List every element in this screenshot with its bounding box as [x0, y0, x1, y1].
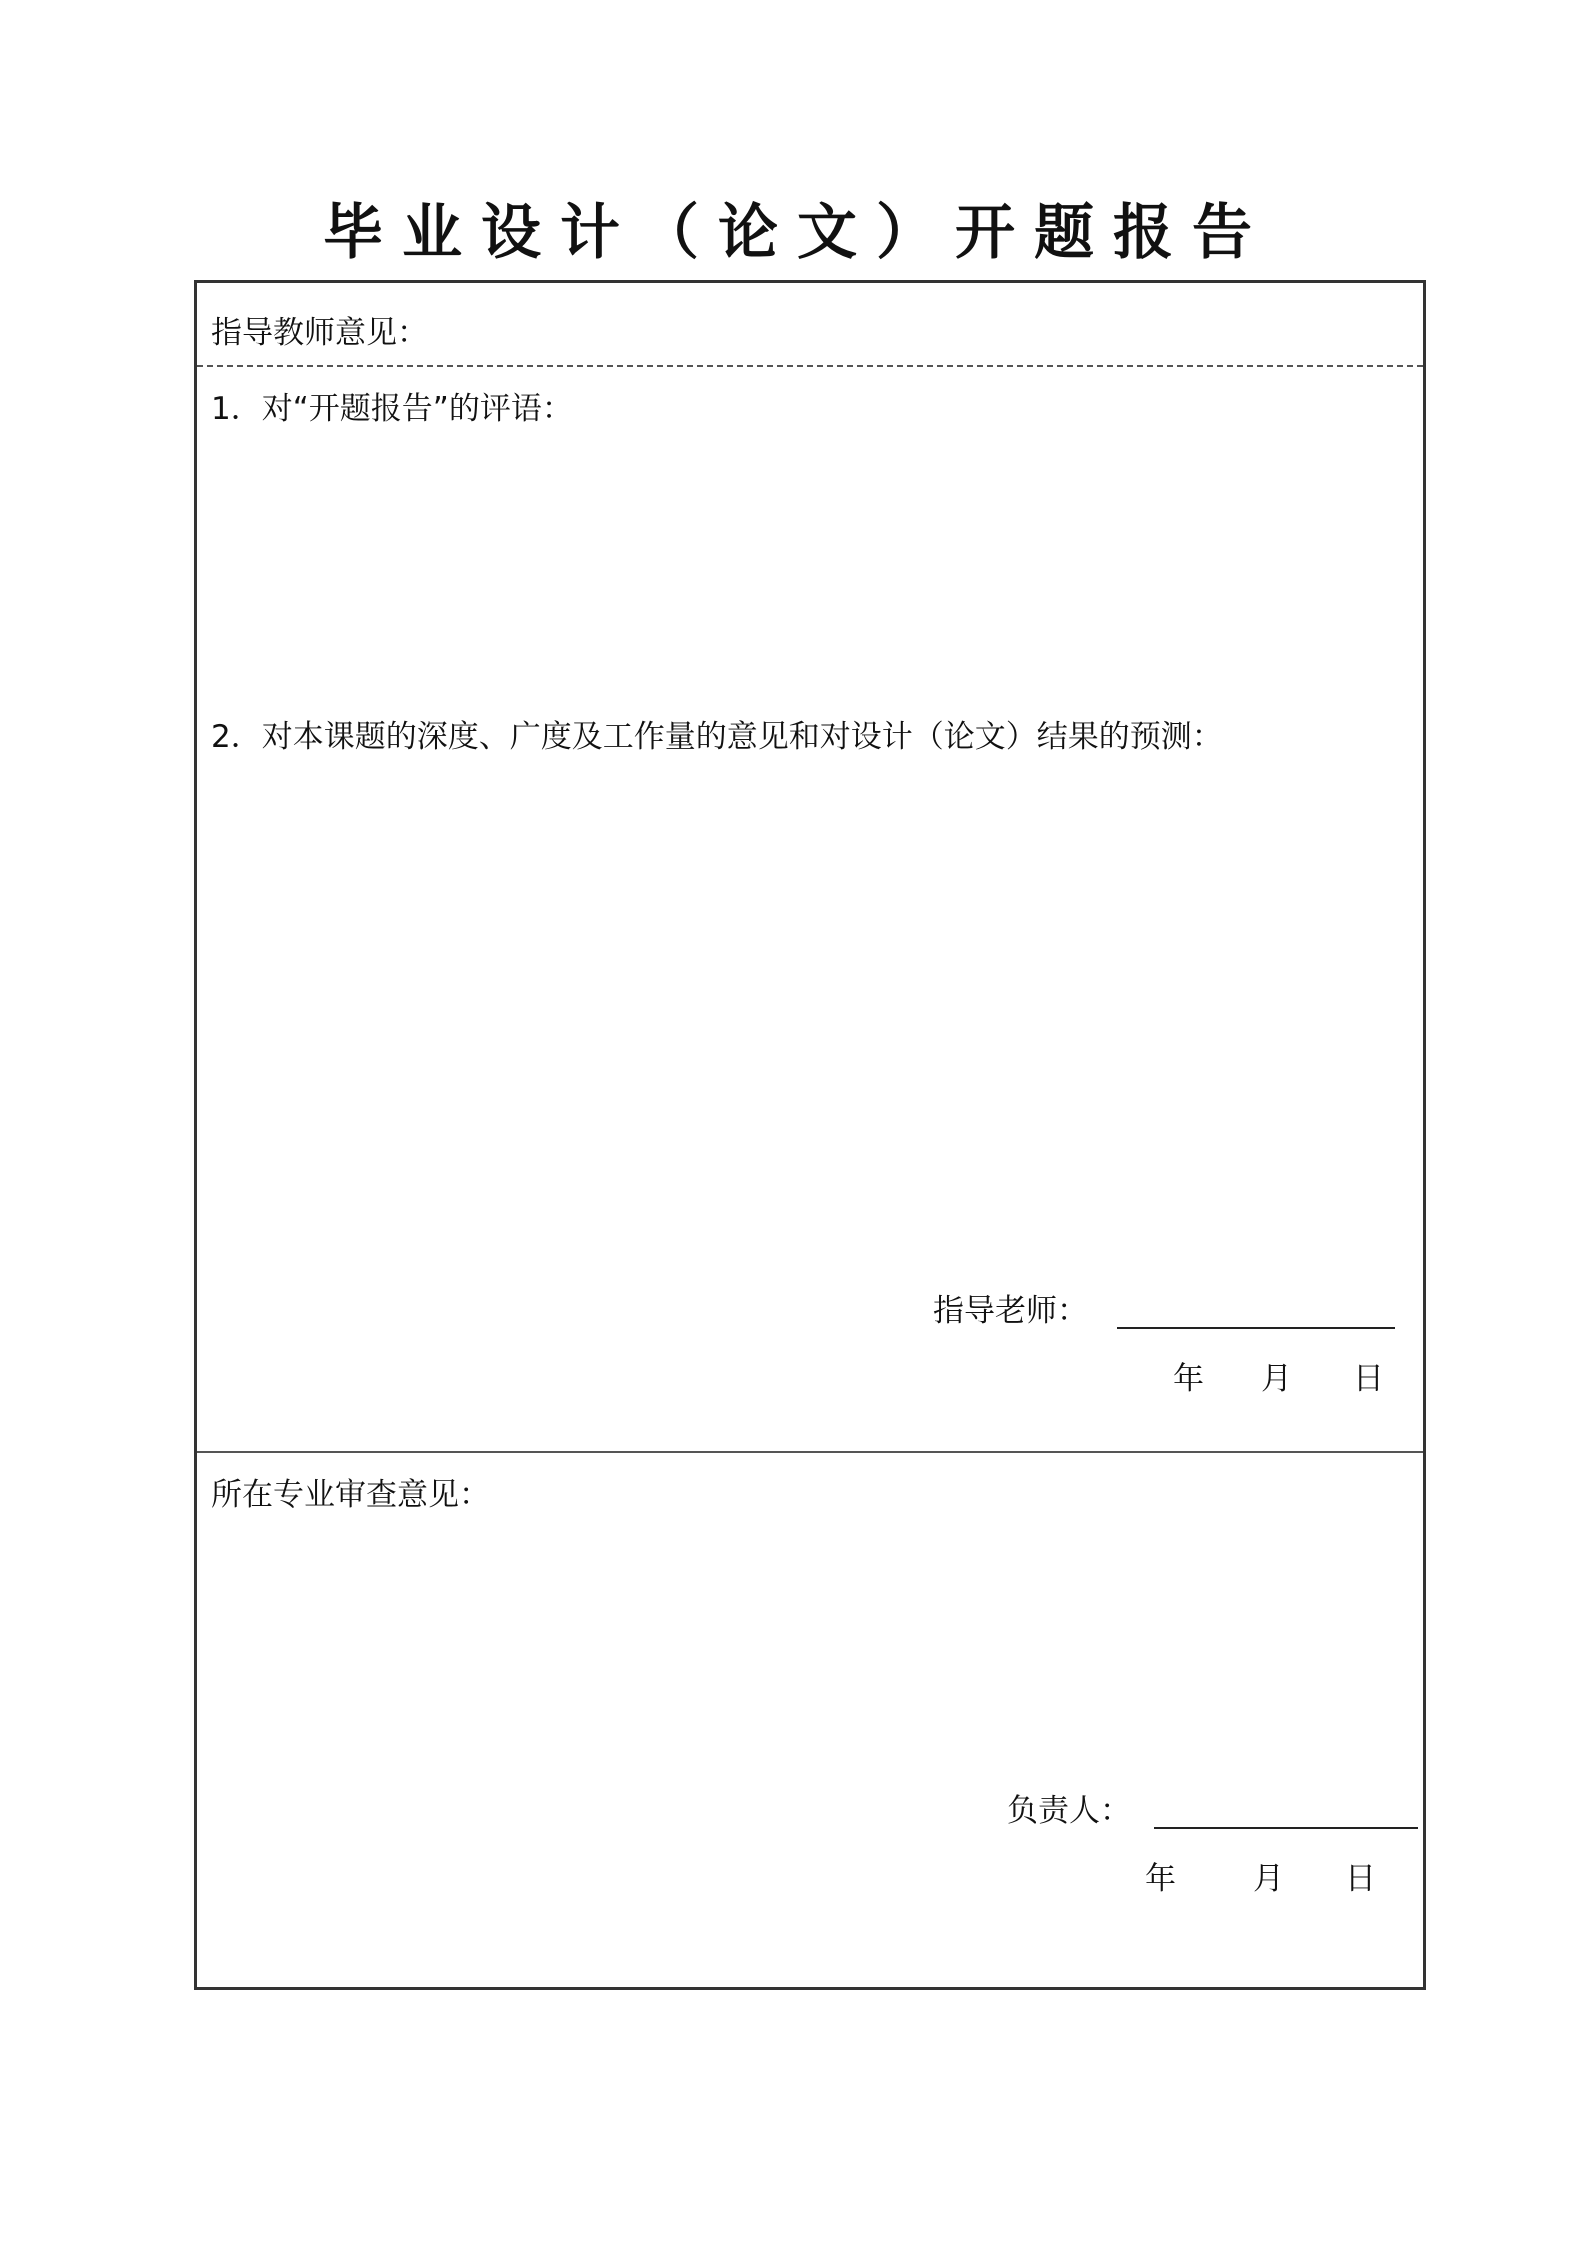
advisor-signature-field[interactable] [1117, 1327, 1395, 1329]
advisor-date-year-label: 年 [1173, 1361, 1204, 1397]
department-date-day-label: 日 [1345, 1861, 1376, 1897]
section-divider-dashed [197, 365, 1423, 367]
advisor-date-month-label: 月 [1261, 1361, 1292, 1397]
depth-workload-prediction-label: 2．对本课题的深度、广度及工作量的意见和对设计（论文）结果的预测： [211, 719, 1223, 755]
depth-workload-prediction-area[interactable] [211, 763, 1411, 1263]
section-divider-solid [197, 1451, 1423, 1453]
document-title: 毕业设计（论文）开题报告 [323, 198, 1271, 268]
responsible-person-label: 负责人： [1007, 1793, 1131, 1829]
department-review-area[interactable] [211, 1523, 1411, 1763]
advisor-signature-label: 指导老师： [933, 1293, 1088, 1329]
department-review-heading: 所在专业审查意见： [211, 1477, 490, 1513]
responsible-person-signature-field[interactable] [1154, 1827, 1418, 1829]
proposal-comment-label: 1．对“开题报告”的评语： [211, 391, 573, 427]
advisor-date-day-label: 日 [1353, 1361, 1384, 1397]
advisor-opinion-heading: 指导教师意见： [211, 315, 428, 351]
proposal-comment-area[interactable] [211, 433, 1411, 703]
department-date-year-label: 年 [1145, 1861, 1176, 1897]
department-date-month-label: 月 [1253, 1861, 1284, 1897]
report-form-table [194, 280, 1426, 1990]
